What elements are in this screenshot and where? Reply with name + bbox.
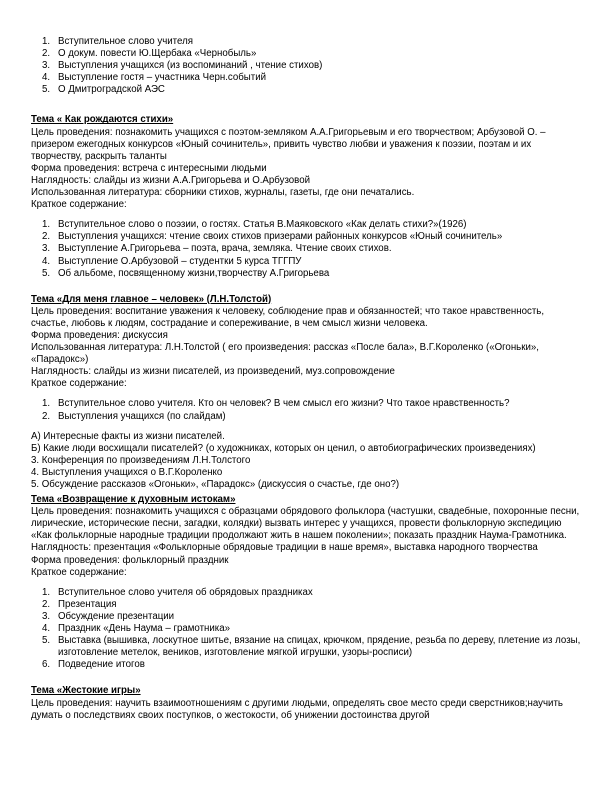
topic-goal: Цель проведения: познакомить учащихся с образцами обрядового фольклора (частушки, свадебные, похоронные песни, лирические, исторические песни, загадки, колядки) вызвать интерес у учащихся, провести фольклорную экспедицию «Как фольклорные народные традиции продолжают жить в нашем поколении»; показать праздник Наума-Грамотника. xyxy=(31,506,580,542)
topic-title: Тема « Как рождаются стихи» xyxy=(31,114,174,126)
list-text: Выступления учащихся (из воспоминаний , чтение стихов) xyxy=(58,60,323,72)
extra-line: Б) Какие люди восхищали писателей? (о художниках, которых он ценил, о автобиографических произведениях) xyxy=(31,442,536,454)
list-number: 1. xyxy=(42,219,51,231)
list-item xyxy=(31,623,582,635)
topic-list xyxy=(31,219,582,279)
intro-list xyxy=(31,36,582,96)
list-item xyxy=(31,72,582,84)
list-text: Вступительное слово учителя. Кто он человек? В чем смысл его жизни? Что такое нравственность? xyxy=(58,398,510,410)
list-text: О Дмитроградской АЭС xyxy=(58,84,165,96)
list-number: 3. xyxy=(42,60,51,72)
summary-label: Краткое содержание: xyxy=(31,199,127,211)
list-item xyxy=(31,398,582,410)
topic-spiritual-roots xyxy=(31,494,582,671)
list-text: Презентация xyxy=(58,598,117,610)
summary-label: Краткое содержание: xyxy=(31,378,127,390)
list-item xyxy=(31,231,582,243)
list-text: Выступление гостя – участника Черн.событий xyxy=(58,72,267,84)
list-number: 6. xyxy=(42,659,51,671)
extra-line: А) Интересные факты из жизни писателей. xyxy=(31,430,225,442)
list-item xyxy=(31,84,582,96)
list-text: Об альбоме, посвященному жизни,творчеству А.Григорьева xyxy=(58,267,330,279)
list-text: Обсуждение презентации xyxy=(58,610,175,622)
list-number: 2. xyxy=(42,48,51,60)
list-number: 1. xyxy=(42,586,51,598)
list-item xyxy=(31,36,582,48)
list-text: Выступления учащихся: чтение своих стихов призерами районных конкурсов «Юный сочинитель» xyxy=(58,231,503,243)
topic-goal: Цель проведения: познакомить учащихся с поэтом-земляком А.А.Григорьевым и его творчеством; Арбузовой О. – призером ежегодных конкурсов «Юный сочинитель», привить чувство любви и уважения к поэзии, поэтам и их творчеству, раскрыть таланты xyxy=(31,126,546,162)
topic-literature: Использованная литература: сборники стихов, журналы, газеты, где они печатались. xyxy=(31,187,415,199)
summary-label: Краткое содержание: xyxy=(31,566,127,578)
topic-visual: Наглядность: презентация «Фольклорные обрядовые традиции в наше время», выставка народного творчества xyxy=(31,542,538,554)
list-text: Вступительное слово учителя xyxy=(58,36,193,47)
list-item xyxy=(31,48,582,60)
list-item xyxy=(31,243,582,255)
list-number: 3. xyxy=(42,610,51,622)
topic-form: Форма проведения: встреча с интересными людьми xyxy=(31,162,267,174)
topic-main-is-human xyxy=(31,294,582,491)
list-text: Выставка (вышивка, лоскутное шитье, вязание на спицах, крючком, прядение, резьба по дереву, плетение из лозы, изготовление метелок, веников, изготовление мягкой игрушки, узоры-росписи) xyxy=(58,635,581,659)
topic-cruel-games xyxy=(31,685,582,721)
topic-goal: Цель проведения: научить взаимоотношениям с другими людьми, определять свое место среди сверстников;научить думать о последствиях своих поступков, о жестокости, об унижении достоинства другой xyxy=(31,697,563,721)
topic-title: Тема «Возвращение к духовным истокам» xyxy=(31,494,236,506)
list-number: 5. xyxy=(42,635,51,647)
extra-line: 4. Выступления учащихся о В.Г.Короленко xyxy=(31,466,223,478)
list-item xyxy=(31,411,582,423)
list-number: 2. xyxy=(42,598,51,610)
list-text: Вступительное слово учителя об обрядовых праздниках xyxy=(58,586,313,598)
list-item xyxy=(31,256,582,268)
topic-list xyxy=(31,398,582,422)
list-number: 5. xyxy=(42,267,51,279)
list-number: 1. xyxy=(42,36,51,47)
list-text: О докум. повести Ю.Щербака «Чернобыль» xyxy=(58,48,257,60)
list-number: 4. xyxy=(42,255,51,267)
list-item xyxy=(31,611,582,623)
list-number: 2. xyxy=(42,231,51,243)
list-item xyxy=(31,587,582,599)
topic-how-poems-born xyxy=(31,114,582,279)
list-text: Подведение итогов xyxy=(58,659,145,671)
list-text: Выступление О.Арбузовой – студентки 5 курса ТГГПУ xyxy=(58,255,302,267)
list-text: Праздник «День Наума – грамотника» xyxy=(58,623,231,635)
topic-form: Форма проведения: дискуссия xyxy=(31,329,168,341)
topic-list xyxy=(31,587,582,672)
list-item xyxy=(31,219,582,231)
list-item xyxy=(31,659,582,671)
list-text: Выступления учащихся (по слайдам) xyxy=(58,410,226,422)
topic-title: Тема «Жестокие игры» xyxy=(31,685,141,697)
list-item xyxy=(31,599,582,611)
list-text: Выступление А.Григорьева – поэта, врача, земляка. Чтение своих стихов. xyxy=(58,243,392,255)
topic-visual: Наглядность: слайды из жизни писателей, из произведений, муз.сопровождение xyxy=(31,366,395,378)
list-number: 4. xyxy=(42,72,51,84)
list-item xyxy=(31,60,582,72)
topic-visual: Наглядность: слайды из жизни А.А.Григорьева и О.Арбузовой xyxy=(31,174,311,186)
topic-form: Форма проведения: фольклорный праздник xyxy=(31,554,229,566)
extra-line: 5. Обсуждение рассказов «Огоньки», «Парадокс» (дискуссия о счастье, где оно?) xyxy=(31,479,400,490)
list-number: 1. xyxy=(42,398,51,410)
list-number: 4. xyxy=(42,623,51,635)
list-text: Вступительное слово о поэзии, о гостях. Статья В.Маяковского «Как делать стихи?»(1926) xyxy=(58,219,467,231)
topic-literature: Использованная литература: Л.Н.Толстой ( его произведения: рассказ «После бала», В.Г.Короленко («Огоньки», «Парадокс») xyxy=(31,342,539,366)
list-item xyxy=(31,635,582,659)
topic-goal: Цель проведения: воспитание уважения к человеку, соблюдение прав и обязанностей; что такое нравственность, счастье, любовь к людям, сострадание и сопереживание, в чем смысл жизни человека. xyxy=(31,305,545,329)
list-number: 3. xyxy=(42,243,51,255)
list-item xyxy=(31,268,582,280)
extra-line: 3. Конференция по произведениям Л.Н.Толстого xyxy=(31,454,251,466)
list-number: 2. xyxy=(42,410,51,422)
topic-title: Тема «Для меня главное – человек» (Л.Н.Толстой) xyxy=(31,293,272,305)
list-number: 5. xyxy=(42,84,51,96)
